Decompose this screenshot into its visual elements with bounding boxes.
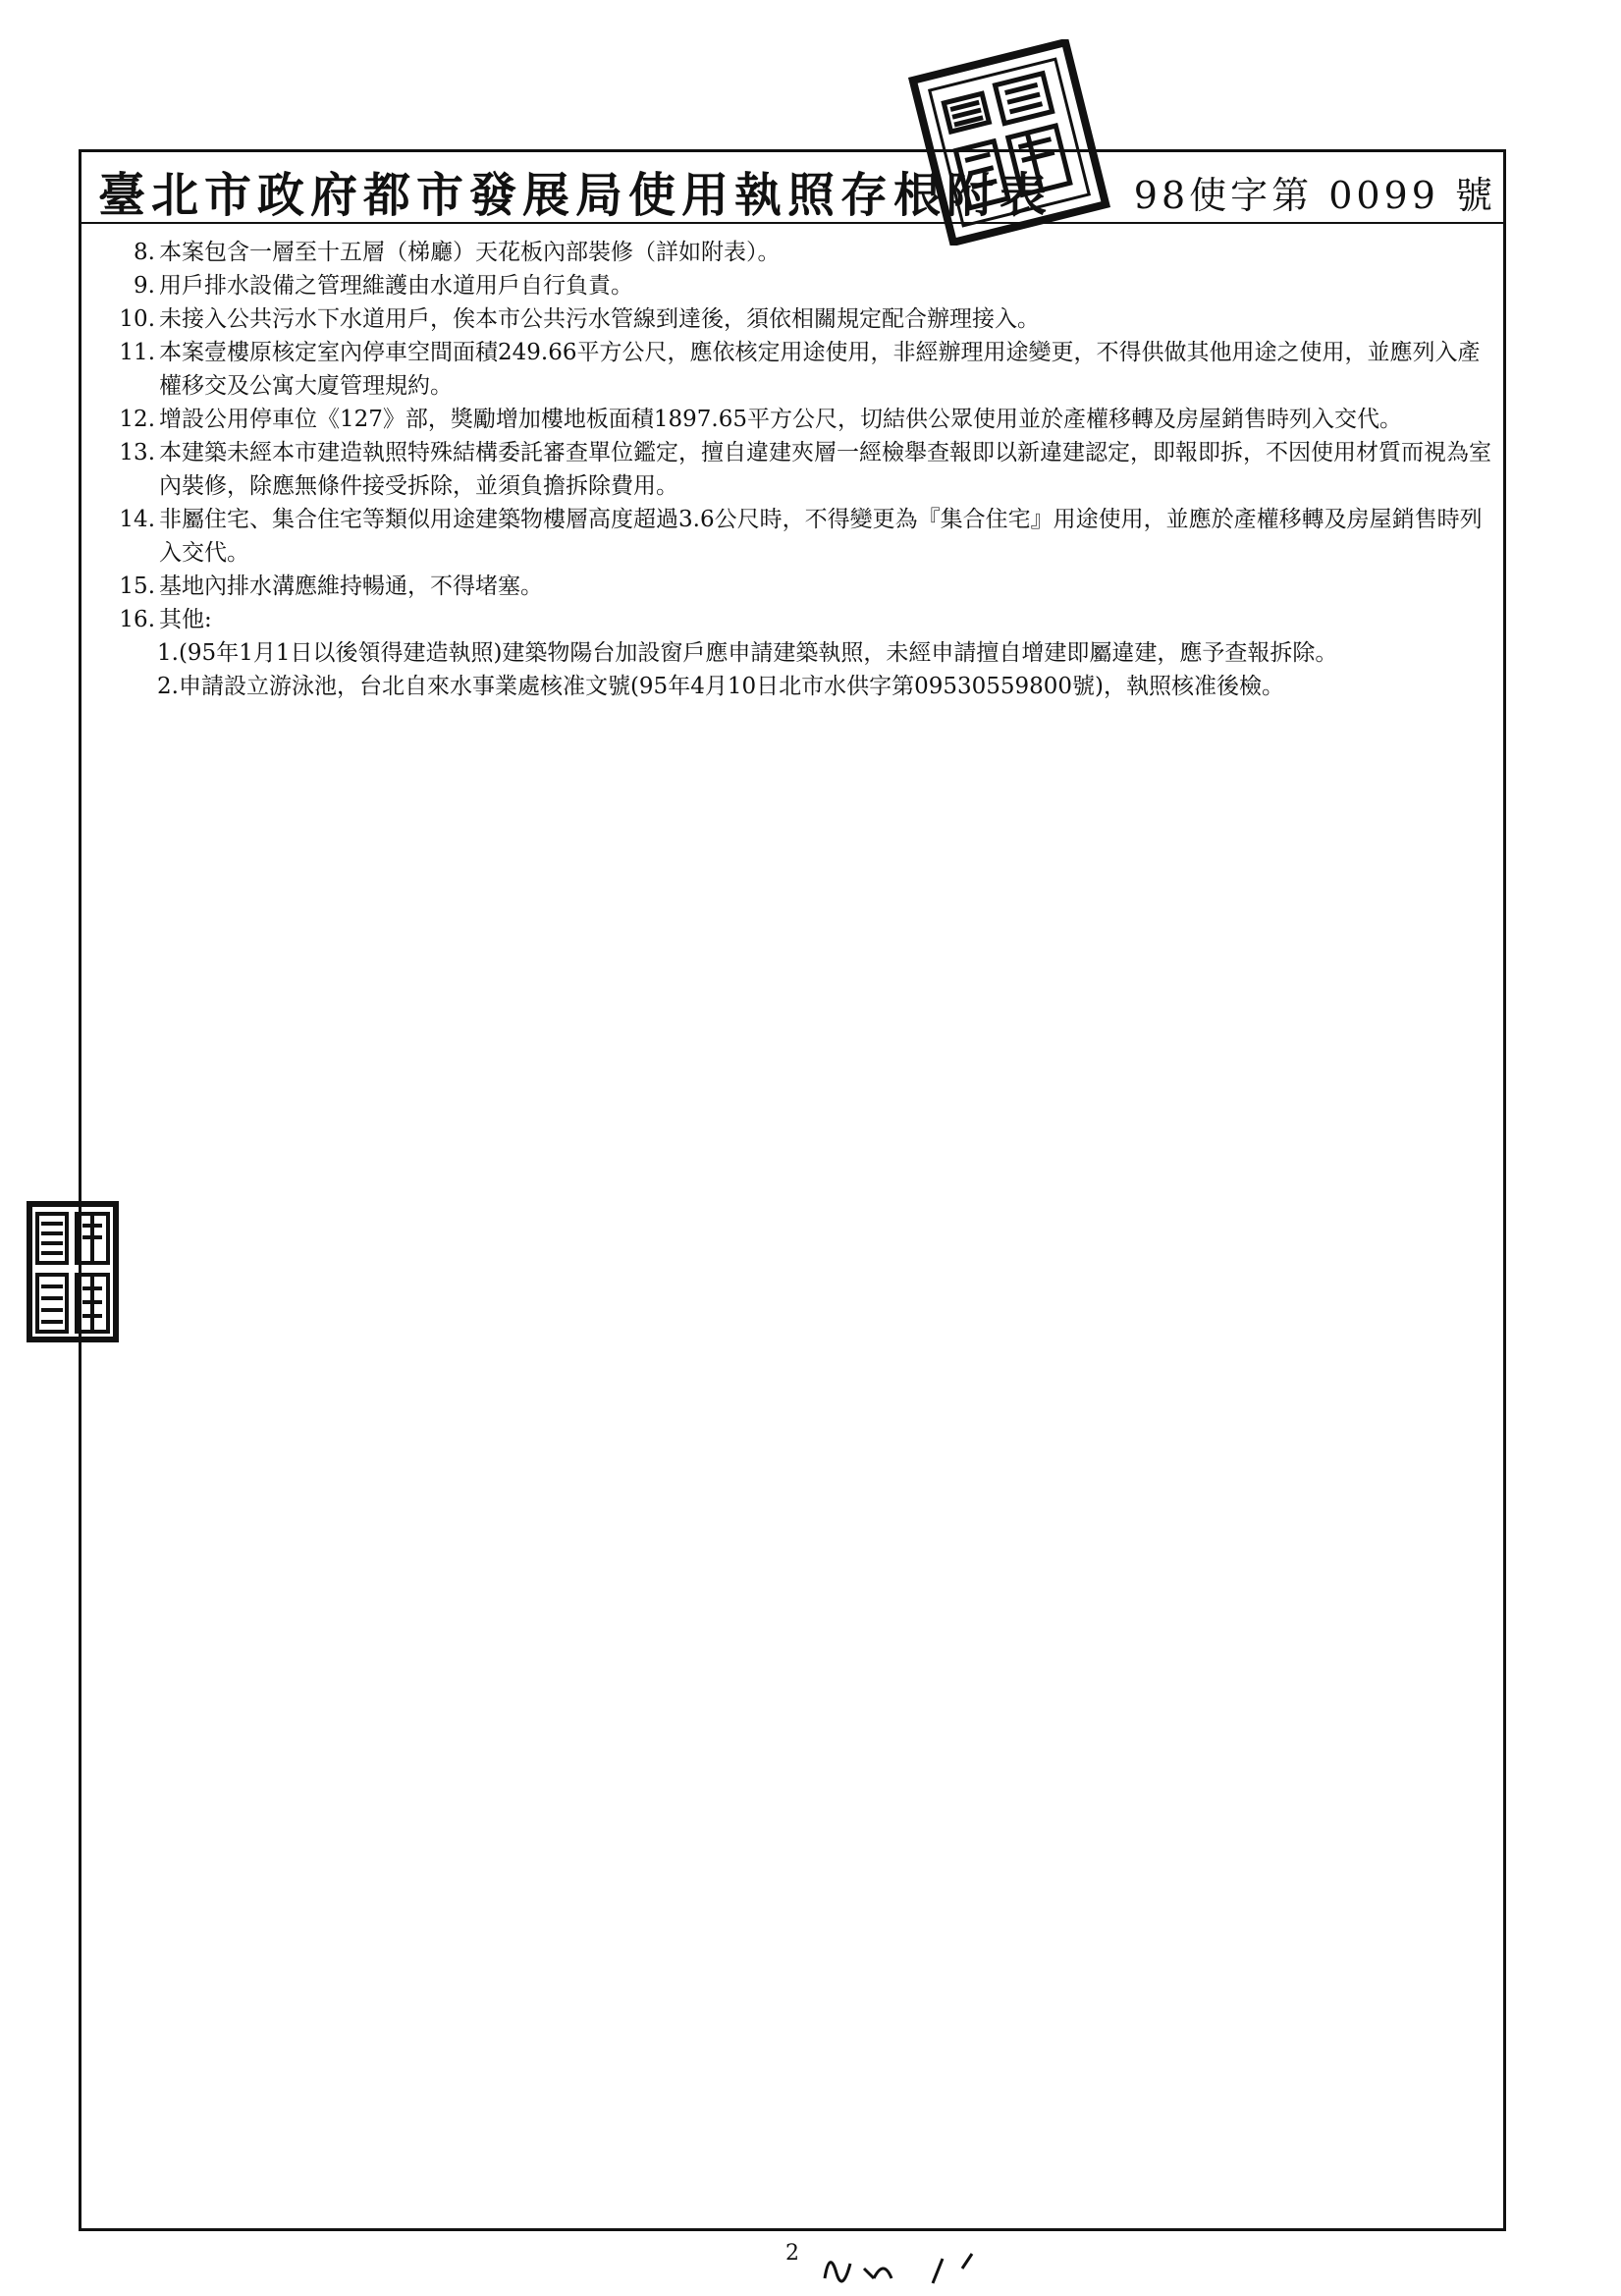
conditions-list: [116, 236, 1500, 703]
item-text: 本建築未經本市建造執照特殊結構委託審查單位鑑定，擅自違建夾層一經檢舉查報即以新違建認定，即報即拆，不因使用材質而視為室內裝修，除應無條件接受拆除，並須負擔拆除費用。: [159, 440, 1491, 499]
sub-item-text: 申請設立游泳池，台北自來水事業處核准文號(95年4月10日北市水供字第09530559800號)，執照核准後檢。: [178, 674, 1285, 699]
sub-item-number: 1.: [157, 640, 179, 666]
sub-item-text: (95年1月1日以後領得建造執照)建築物陽台加設窗戶應申請建築執照，未經申請擅自增建即屬違建，應予查報拆除。: [178, 640, 1338, 666]
list-item: [116, 436, 1500, 503]
item-number: 13.: [119, 440, 155, 465]
list-item: [116, 570, 1500, 603]
signature-mark: [795, 2239, 1011, 2288]
item-text: 用戶排水設備之管理維護由水道用戶自行負責。: [159, 273, 633, 299]
sub-item-number: 2.: [157, 674, 179, 699]
list-item: [116, 503, 1500, 570]
document-title: 臺北市政府都市發展局使用執照存根附表: [98, 168, 1054, 223]
item-number: 10.: [119, 306, 155, 332]
list-item: [116, 403, 1500, 436]
permit-number: 98使字第 0099 號: [1133, 174, 1496, 217]
item-number: 14.: [119, 507, 155, 532]
list-item: [116, 269, 1500, 302]
item-number: 16.: [119, 607, 155, 632]
item-text: 非屬住宅、集合住宅等類似用途建築物樓層高度超過3.6公尺時，不得變更為『集合住宅』用途使用，並應於產權移轉及房屋銷售時列入交代。: [159, 507, 1483, 566]
item-number: 15.: [119, 574, 155, 599]
item-text: 增設公用停車位《127》部，獎勵增加樓地板面積1897.65平方公尺，切結供公眾使用並於產權移轉及房屋銷售時列入交代。: [159, 407, 1403, 432]
sub-list-item: [116, 636, 1500, 670]
item-number: 11.: [119, 340, 155, 365]
item-number: 9.: [134, 273, 155, 299]
item-number: 8.: [134, 240, 155, 265]
item-text: 本案壹樓原核定室內停車空間面積249.66平方公尺，應依核定用途使用，非經辦理用途變更，不得供做其他用途之使用，並應列入產權移交及公寓大廈管理規約。: [159, 340, 1481, 399]
list-item: [116, 236, 1500, 269]
list-item: [116, 603, 1500, 636]
sub-list-item: [116, 670, 1500, 703]
page-number: 2: [785, 2241, 799, 2266]
item-text: 基地內排水溝應維持暢通，不得堵塞。: [159, 574, 543, 599]
list-item: [116, 302, 1500, 336]
item-text: 本案包含一層至十五層（梯廳）天花板內部裝修（詳如附表）。: [159, 240, 781, 265]
item-number: 12.: [119, 407, 155, 432]
item-text: 未接入公共污水下水道用戶，俟本市公共污水管線到達後，須依相關規定配合辦理接入。: [159, 306, 1040, 332]
item-text: 其他:: [159, 607, 212, 632]
list-item: [116, 336, 1500, 403]
